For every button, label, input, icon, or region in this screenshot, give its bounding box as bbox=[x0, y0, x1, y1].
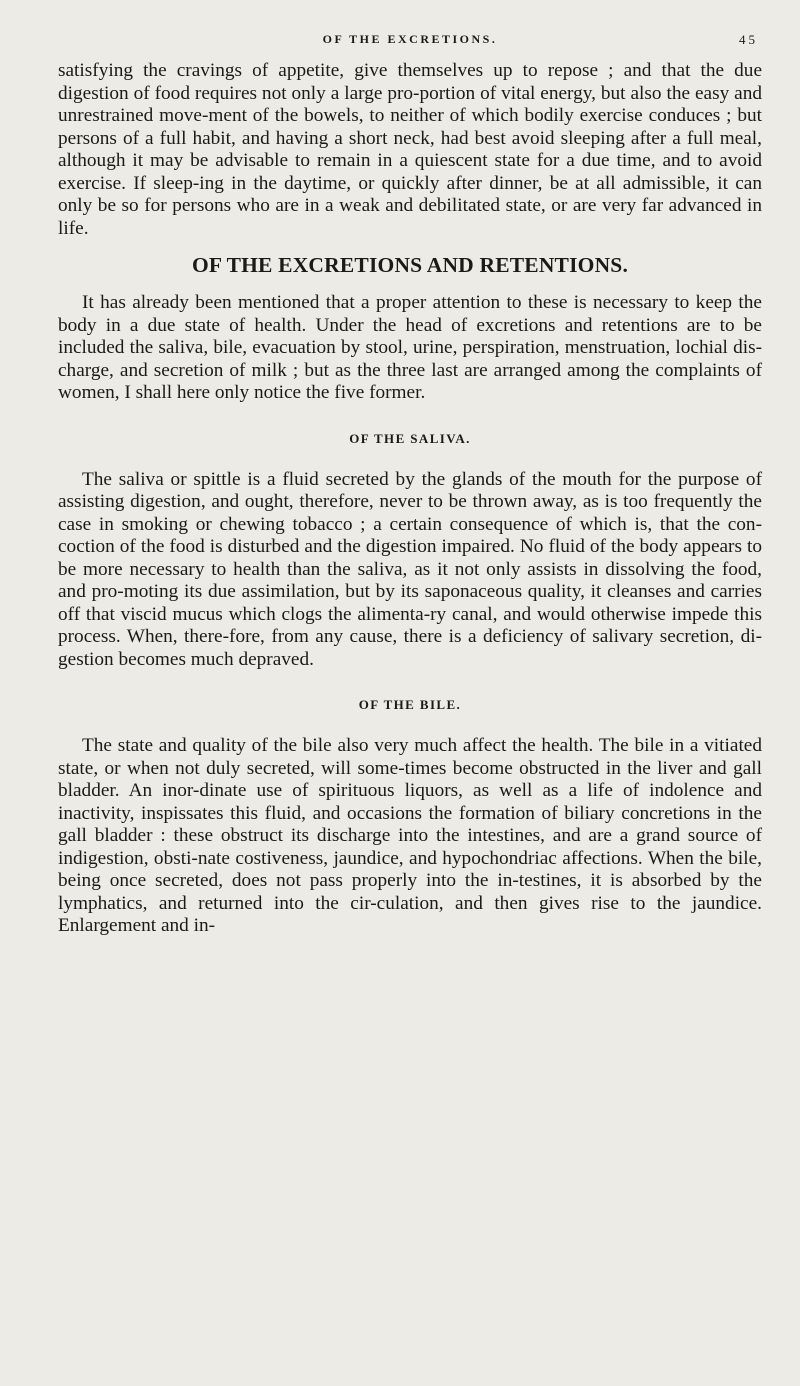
saliva-paragraph: The saliva or spittle is a fluid secreted by the glands of the mouth for the purpose of assisting digestion, and ought, therefore, never to be thrown away, as is too frequently the case in smoking or chewing tobacco ; a certain consequence of which is, that the con-coction of the food is disturbed and the digestion impaired. No fluid of the body appears to be more necessary to health than the saliva, as it not only assists in dissolving the food, and pro-moting its due assimilation, but by its saponaceous quality, it cleanses and carries off that viscid mucus which clogs the alimenta-ry canal, and would otherwise impede this process. When, there-fore, from any cause, there is a deficiency of salivary secretion, di-gestion becomes much depraved. bbox=[58, 468, 762, 670]
bile-paragraph: The state and quality of the bile also very much affect the health. The bile in a vitiated state, or when not duly secreted, will some-times become obstructed in the liver and gall bladder. An inor-dinate use of spirituous liquors, as well as a life of indolence and inactivity, inspissates this fluid, and occasions the formation of biliary concretions in the gall bladder : these obstruct its discharge into the intestines, and are a grand source of indigestion, obsti-nate costiveness, jaundice, and hypochondriac affections. When the bile, being once secreted, does not pass properly into the in-testines, it is absorbed by the lymphatics, and returned into the cir-culation, and then gives rise to the jaundice. Enlargement and in- bbox=[58, 735, 762, 936]
continuation-paragraph: satisfying the cravings of appetite, give themselves up to repose ; and that the due digestion of food requires not only a large pro-portion of vital energy, but also the easy and unrestrained move-ment of the bowels, to neither of which bodily exercise conduces ; but persons of a full habit, and having a short neck, had best avoid sleeping after a full meal, although it may be advisable to remain in a quiescent state for a due time, and to avoid exercise. If sleep-ing in the daytime, or quickly after dinner, be at all admissible, it can only be so for persons who are in a weak and debilitated state, or are very far advanced in life. bbox=[58, 60, 762, 239]
bile-heading: OF THE BILE. bbox=[358, 697, 462, 712]
intro-paragraph: It has already been mentioned that a proper attention to these is necessary to keep the body in a due state of health. Under the head of excretions and retentions are to be included the saliva, bile, evacuation by stool, urine, perspiration, menstruation, lochial dis-charge, and secretion of milk ; but as the three last are arranged among the complaints of women, I shall here only notice the five former. bbox=[58, 292, 762, 403]
running-title: OF THE EXCRETIONS. bbox=[322, 32, 498, 46]
section-heading: OF THE EXCRETIONS AND RETENTIONS. bbox=[191, 253, 629, 277]
running-header bbox=[58, 32, 762, 52]
page-number: 45 bbox=[739, 32, 758, 47]
saliva-heading: OF THE SALIVA. bbox=[349, 430, 471, 446]
